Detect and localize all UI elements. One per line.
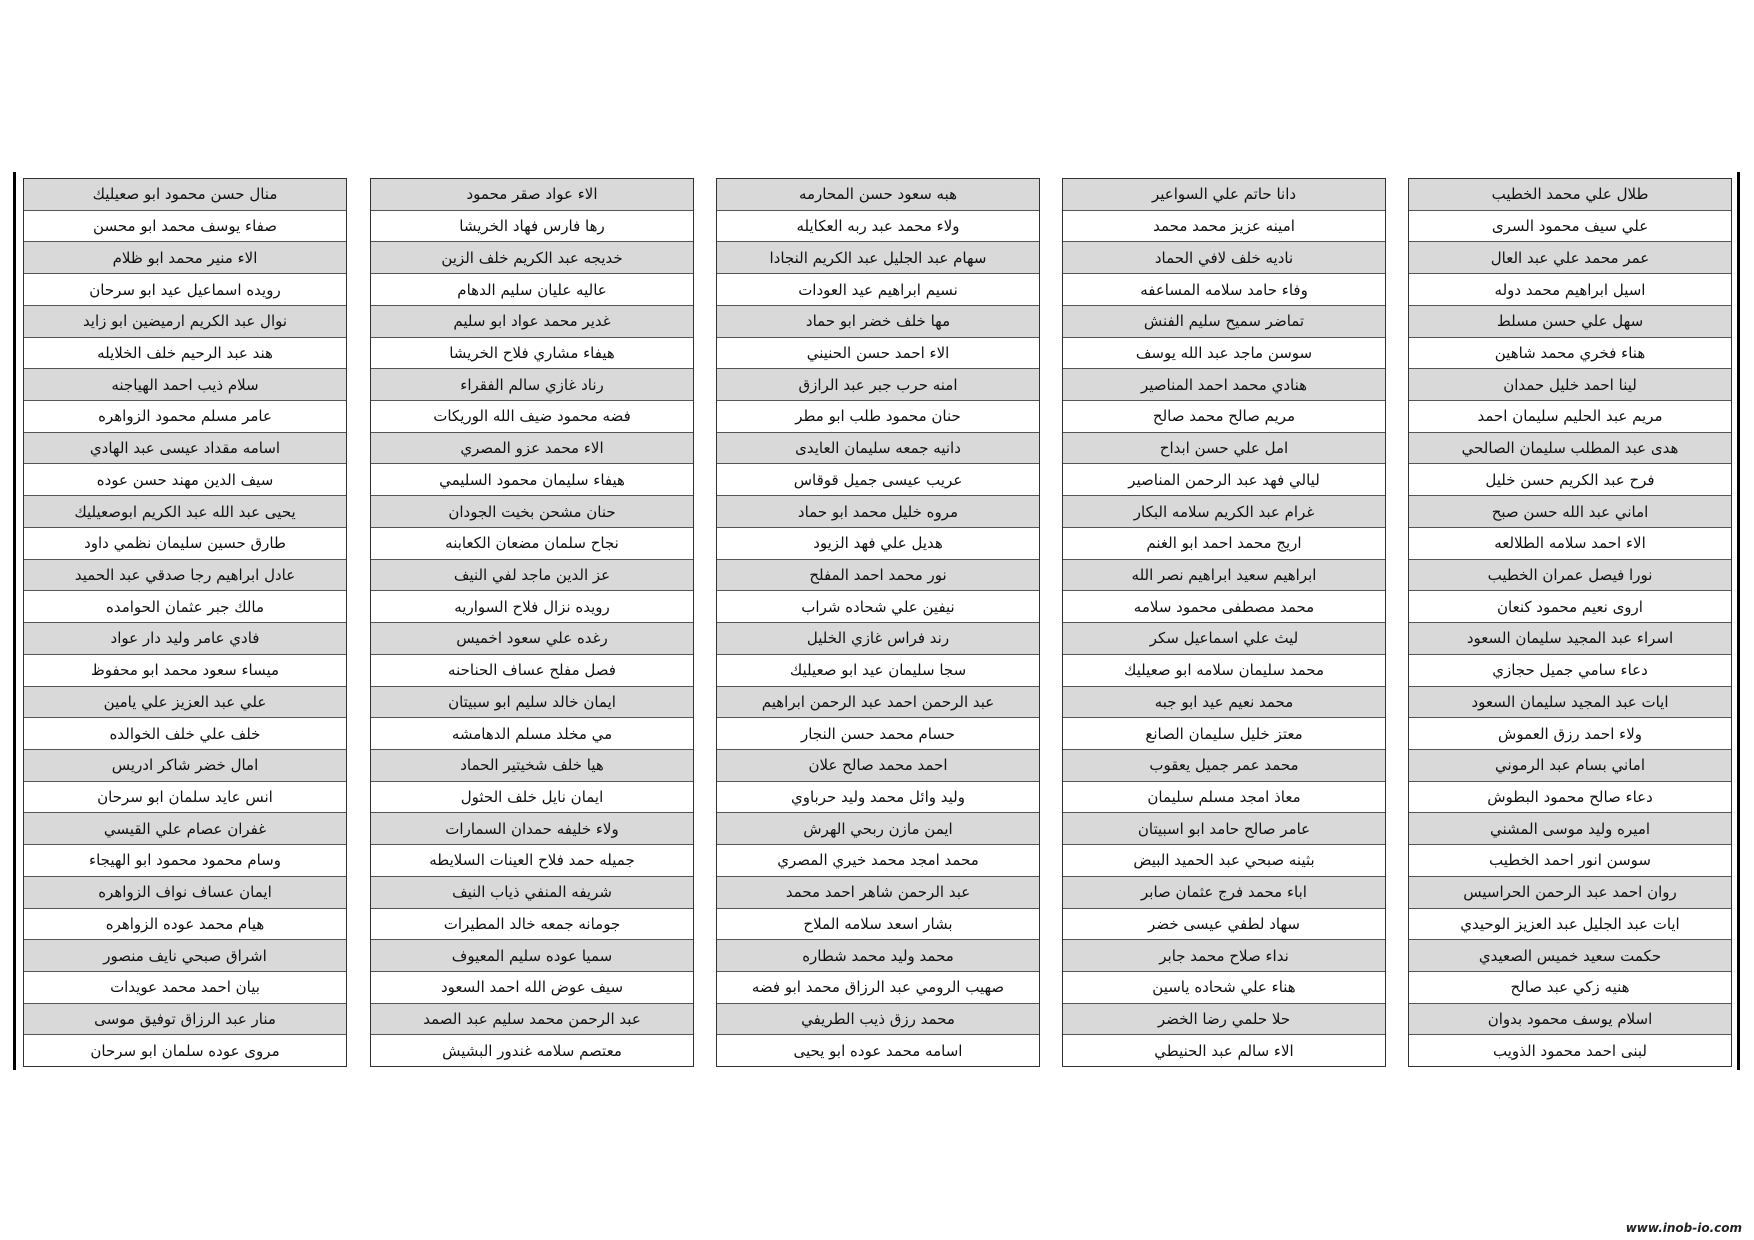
name-cell: غدير محمد عواد ابو سليم (371, 306, 693, 338)
name-cell: هبه سعود حسن المحارمه (717, 179, 1039, 211)
name-cell: سميا عوده سليم المعيوف (371, 940, 693, 972)
name-cell: رغده علي سعود اخميس (371, 623, 693, 655)
name-cell: امنه حرب جبر عبد الرازق (717, 369, 1039, 401)
name-cell: علي عبد العزيز علي يامين (24, 687, 346, 719)
name-cell: امينه عزيز محمد محمد (1063, 211, 1385, 243)
name-cell: مالك جبر عثمان الحوامده (24, 591, 346, 623)
name-cell: ايمن مازن ربحي الهرش (717, 813, 1039, 845)
name-cell: محمد سليمان سلامه ابو صعيليك (1063, 655, 1385, 687)
name-cell: الاء احمد حسن الحنيني (717, 338, 1039, 370)
name-cell: رند فراس غازي الخليل (717, 623, 1039, 655)
name-column-3 (716, 178, 1040, 1067)
name-cell: غرام عبد الكريم سلامه البكار (1063, 496, 1385, 528)
name-cell: اميره وليد موسى المشني (1409, 813, 1731, 845)
name-cell: رويده نزال فلاح السواريه (371, 591, 693, 623)
name-cell: رها فارس فهاد الخريشا (371, 211, 693, 243)
name-cell: عاليه عليان سليم الدهام (371, 274, 693, 306)
name-cell: نسيم ابراهيم عيد العودات (717, 274, 1039, 306)
name-cell: هيفاء سليمان محمود السليمي (371, 464, 693, 496)
name-cell: منار عبد الرزاق توفيق موسى (24, 1004, 346, 1036)
name-cell: ولاء خليفه حمدان السمارات (371, 813, 693, 845)
name-cell: الاء سالم عبد الحنيطي (1154, 1041, 1294, 1060)
name-cell: لينا احمد خليل حمدان (1409, 369, 1731, 401)
name-cell: ميساء سعود محمد ابو محفوظ (24, 655, 346, 687)
name-column-2 (1062, 178, 1386, 1067)
name-cell: هيام محمد عوده الزواهره (24, 909, 346, 941)
name-cell: شريفه المنفي ذياب النيف (371, 877, 693, 909)
name-cell: فضه محمود ضيف الله الوريكات (371, 401, 693, 433)
name-cell: سجا سليمان عيد ابو صعيليك (717, 655, 1039, 687)
name-cell: اسلام يوسف محمود بدوان (1409, 1004, 1731, 1036)
name-cell: ولاء احمد رزق العموش (1409, 718, 1731, 750)
name-cell: ليث علي اسماعيل سكر (1063, 623, 1385, 655)
name-cell: سهاد لطفي عيسى خضر (1063, 909, 1385, 941)
name-cell: مروى عوده سلمان ابو سرحان (90, 1041, 280, 1060)
right-border-line (1737, 172, 1740, 1070)
name-cell: اباء محمد فرج عثمان صابر (1063, 877, 1385, 909)
name-cell: محمد امجد محمد خيري المصري (717, 845, 1039, 877)
name-cell: اسيل ابراهيم محمد دوله (1409, 274, 1731, 306)
name-cell: الاء منير محمد ابو ظلام (24, 242, 346, 274)
name-cell: عبد الرحمن شاهر احمد محمد (717, 877, 1039, 909)
name-cell: دانيه جمعه سليمان العايدى (717, 433, 1039, 465)
name-cell: هناء علي شحاده ياسين (1063, 972, 1385, 1004)
footer-watermark: www.inob-io.com (1625, 1221, 1742, 1235)
name-cell: خلف علي خلف الخوالده (24, 718, 346, 750)
name-cell: تماضر سميح سليم الفنش (1063, 306, 1385, 338)
name-column-5 (23, 178, 347, 1067)
name-cell: نوال عبد الكريم ارميضين ابو زايد (24, 306, 346, 338)
name-cell: صفاء يوسف محمد ابو محسن (24, 211, 346, 243)
name-cell: طارق حسين سليمان نظمي داود (24, 528, 346, 560)
name-cell: علي سيف محمود السرى (1409, 211, 1731, 243)
name-cell: هديل علي فهد الزيود (717, 528, 1039, 560)
name-cell: حسام محمد حسن النجار (717, 718, 1039, 750)
name-cell: اشراق صبحي نايف منصور (24, 940, 346, 972)
name-cell: مريم عبد الحليم سليمان احمد (1409, 401, 1731, 433)
name-cell: ايات عبد الجليل عبد العزيز الوحيدي (1409, 909, 1731, 941)
name-cell: ايمان نايل خلف الحثول (371, 782, 693, 814)
name-cell: محمد مصطفى محمود سلامه (1063, 591, 1385, 623)
name-cell: عز الدين ماجد لفي النيف (371, 560, 693, 592)
name-cell: اسامه مقداد عيسى عبد الهادي (24, 433, 346, 465)
name-cell: الاء احمد سلامه الطلالعه (1409, 528, 1731, 560)
name-cell: نجاح سلمان مضعان الكعابنه (371, 528, 693, 560)
name-cell: روان احمد عبد الرحمن الحراسيس (1409, 877, 1731, 909)
name-cell: لبنى احمد محمود الذويب (1493, 1041, 1647, 1060)
name-cell: اماني بسام عبد الرموني (1409, 750, 1731, 782)
name-cell: نور محمد احمد المفلح (717, 560, 1039, 592)
name-cell: سوسن انور احمد الخطيب (1409, 845, 1731, 877)
name-cell: ايمان خالد سليم ابو سبيتان (371, 687, 693, 719)
name-cell: محمد وليد محمد شطاره (717, 940, 1039, 972)
name-column-1 (1408, 178, 1732, 1067)
name-cell: هيا خلف شخيتير الحماد (371, 750, 693, 782)
name-cell: مريم صالح محمد صالح (1063, 401, 1385, 433)
name-cell: انس عايد سلمان ابو سرحان (24, 782, 346, 814)
name-cell: اسراء عبد المجيد سليمان السعود (1409, 623, 1731, 655)
name-cell: عريب عيسى جميل قوقاس (717, 464, 1039, 496)
name-cell: جميله حمد فلاح العينات السلايطه (371, 845, 693, 877)
name-cell: سوسن ماجد عبد الله يوسف (1063, 338, 1385, 370)
name-cell: هند عبد الرحيم خلف الخلايله (24, 338, 346, 370)
name-cell: ولاء محمد عبد ربه العكايله (717, 211, 1039, 243)
name-cell: جومانه جمعه خالد المطيرات (371, 909, 693, 941)
name-cell: حكمت سعيد خميس الصعيدي (1409, 940, 1731, 972)
name-cell: هيفاء مشاري فلاح الخريشا (371, 338, 693, 370)
name-cell: بشار اسعد سلامه الملاح (717, 909, 1039, 941)
name-cell: سيف الدين مهند حسن عوده (24, 464, 346, 496)
name-cell: وفاء حامد سلامه المساعفه (1063, 274, 1385, 306)
name-cell: امال خضر شاكر ادريس (24, 750, 346, 782)
name-cell: نورا فيصل عمران الخطيب (1409, 560, 1731, 592)
name-cell: منال حسن محمود ابو صعيليك (24, 179, 346, 211)
name-cell: فادي عامر وليد دار عواد (24, 623, 346, 655)
name-cell: احمد محمد صالح علان (717, 750, 1039, 782)
name-cell: هدى عبد المطلب سليمان الصالحي (1409, 433, 1731, 465)
name-cell: عادل ابراهيم رجا صدقي عبد الحميد (24, 560, 346, 592)
name-cell: بيان احمد محمد عويدات (24, 972, 346, 1004)
name-cell: وسام محمود محمود ابو الهيجاء (24, 845, 346, 877)
name-cell: يحيى عبد الله عبد الكريم ابوصعيليك (24, 496, 346, 528)
name-cell: رويده اسماعيل عيد ابو سرحان (24, 274, 346, 306)
name-cell: عبد الرحمن محمد سليم عبد الصمد (371, 1004, 693, 1036)
name-cell: مي مخلد مسلم الدهامشه (371, 718, 693, 750)
name-cell: نيفين علي شحاده شراب (717, 591, 1039, 623)
name-cell: سلام ذيب احمد الهياجنه (24, 369, 346, 401)
name-cell: الاء عواد صقر محمود (371, 179, 693, 211)
name-cell: غفران عصام علي القيسي (24, 813, 346, 845)
name-cell: دانا حاتم علي السواعير (1063, 179, 1385, 211)
name-cell: اماني عبد الله حسن صبح (1409, 496, 1731, 528)
name-cell: محمد نعيم عيد ابو جبه (1063, 687, 1385, 719)
name-cell: بثينه صبحي عبد الحميد البيض (1063, 845, 1385, 877)
name-cell: معاذ امجد مسلم سليمان (1063, 782, 1385, 814)
name-cell: مروه خليل محمد ابو حماد (717, 496, 1039, 528)
name-cell: فصل مفلح عساف الحناحنه (371, 655, 693, 687)
name-cell: سهل علي حسن مسلط (1409, 306, 1731, 338)
name-cell: ناديه خلف لافي الحماد (1063, 242, 1385, 274)
name-cell: معتصم سلامه غندور البشيش (442, 1041, 622, 1060)
name-cell: حلا حلمي رضا الخضر (1063, 1004, 1385, 1036)
name-cell: عمر محمد علي عبد العال (1409, 242, 1731, 274)
name-cell: عامر صالح حامد ابو اسبيتان (1063, 813, 1385, 845)
name-cell: نداء صلاح محمد جابر (1063, 940, 1385, 972)
name-cell: الاء محمد عزو المصري (371, 433, 693, 465)
name-cell: حنان محمود طلب ابو مطر (717, 401, 1039, 433)
name-cell: اريج محمد احمد ابو الغنم (1063, 528, 1385, 560)
name-cell: هنادي محمد احمد المناصير (1063, 369, 1385, 401)
left-border-line (13, 172, 16, 1070)
name-cell: دعاء صالح محمود البطوش (1409, 782, 1731, 814)
name-cell: فرح عبد الكريم حسن خليل (1409, 464, 1731, 496)
name-cell: محمد عمر جميل يعقوب (1063, 750, 1385, 782)
name-cell: محمد رزق ذيب الطريفي (717, 1004, 1039, 1036)
name-cell: امل علي حسن ابداح (1063, 433, 1385, 465)
name-cell: حنان مشحن بخيت الجودان (371, 496, 693, 528)
name-cell: دعاء سامي جميل حجازي (1409, 655, 1731, 687)
name-cell: وليد وائل محمد وليد حرباوي (717, 782, 1039, 814)
name-cell: هنيه زكي عبد صالح (1409, 972, 1731, 1004)
name-cell: خديجه عبد الكريم خلف الزين (371, 242, 693, 274)
name-cell: مها خلف خضر ابو حماد (717, 306, 1039, 338)
name-cell: رناد غازي سالم الفقراء (371, 369, 693, 401)
name-cell: ايات عبد المجيد سليمان السعود (1409, 687, 1731, 719)
name-cell: عبد الرحمن احمد عبد الرحمن ابراهيم (717, 687, 1039, 719)
name-cell: هناء فخري محمد شاهين (1409, 338, 1731, 370)
name-cell: عامر مسلم محمود الزواهره (24, 401, 346, 433)
name-cell: اسامه محمد عوده ابو يحيى (793, 1041, 963, 1060)
name-cell: معتز خليل سليمان الصانع (1063, 718, 1385, 750)
name-cell: اروى نعيم محمود كنعان (1409, 591, 1731, 623)
name-cell: صهيب الرومي عبد الرزاق محمد ابو فضه (717, 972, 1039, 1004)
name-cell: ابراهيم سعيد ابراهيم نصر الله (1063, 560, 1385, 592)
name-cell: ليالي فهد عبد الرحمن المناصير (1063, 464, 1385, 496)
name-cell: ايمان عساف نواف الزواهره (24, 877, 346, 909)
name-cell: سهام عبد الجليل عبد الكريم النجادا (717, 242, 1039, 274)
name-column-4 (370, 178, 694, 1067)
name-cell: طلال علي محمد الخطيب (1409, 179, 1731, 211)
name-cell: سيف عوض الله احمد السعود (371, 972, 693, 1004)
